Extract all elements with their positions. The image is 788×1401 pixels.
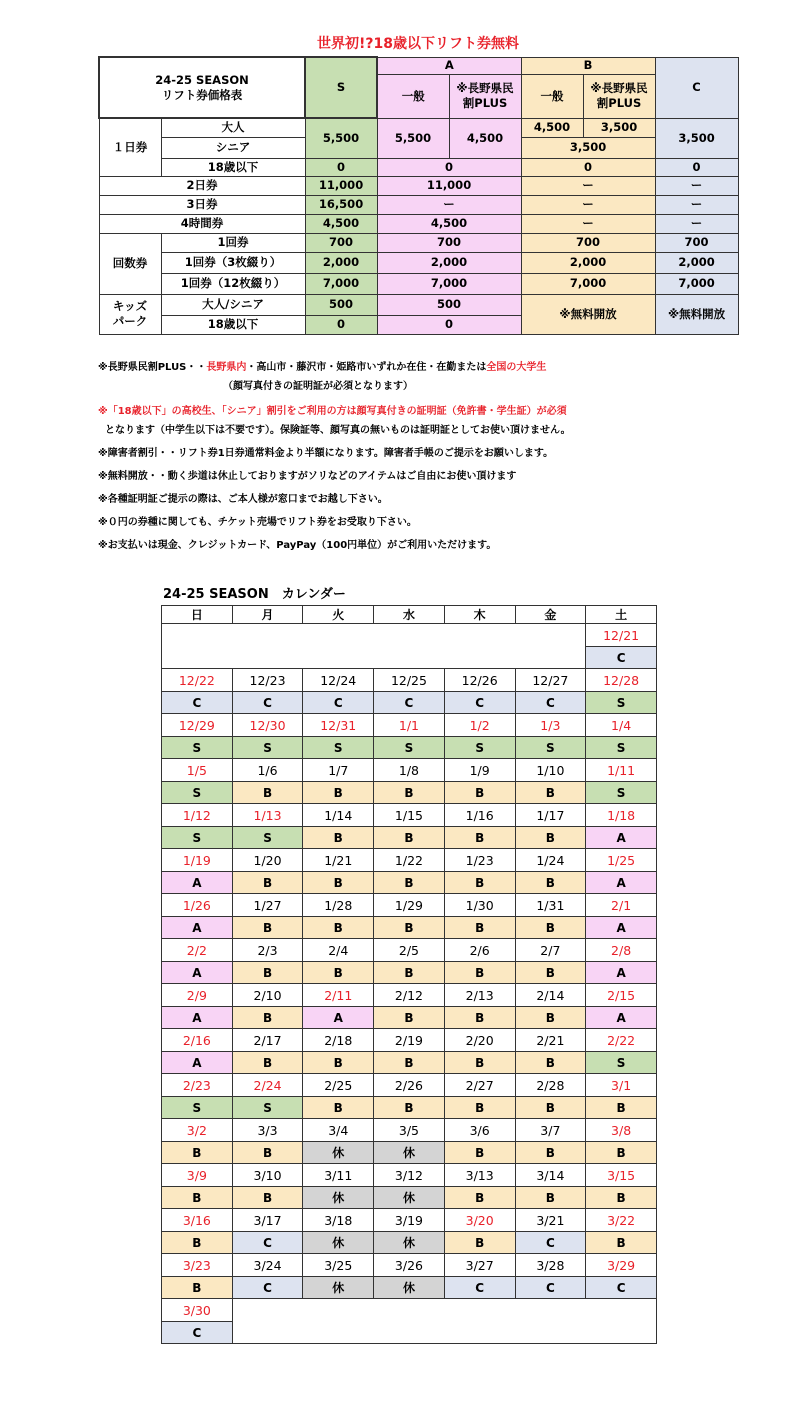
cell-kids-B: ※無料開放	[521, 294, 655, 334]
calendar-date: 2/9	[162, 984, 233, 1007]
calendar-price-zone: B	[232, 1142, 303, 1164]
calendar-price-zone: B	[374, 1052, 445, 1074]
calendar-price-zone: S	[586, 782, 657, 804]
calendar-date: 3/19	[374, 1209, 445, 1232]
calendar-date: 1/3	[515, 714, 586, 737]
note-id-required-cont: となります（中学生以下は不要です）。保険証等、顔写真の無いものは証明証としてお使い頂けません。	[105, 425, 571, 436]
col-header-B-general: 一般	[521, 74, 583, 118]
calendar-date: 1/12	[162, 804, 233, 827]
weekday-header: 日	[162, 606, 233, 624]
row-label-kids-park: キッズ パーク	[99, 294, 161, 334]
cell-kids-adult-A: 500	[377, 294, 521, 315]
calendar-date: 3/16	[162, 1209, 233, 1232]
calendar-price-zone: C	[232, 692, 303, 714]
calendar-price-zone: B	[444, 917, 515, 939]
calendar-price-zone: B	[444, 827, 515, 849]
calendar-price-zone: A	[162, 917, 233, 939]
note-zero-yen: ※０円の券種に関しても、チケット売場でリフト券をお受取り下さい。	[98, 517, 417, 528]
price-table-corner	[99, 57, 305, 118]
cell-hour4-A: 4,500	[377, 214, 521, 233]
calendar-price-zone: S	[374, 737, 445, 759]
calendar-price-zone: S	[162, 737, 233, 759]
calendar-date: 1/27	[232, 894, 303, 917]
calendar-price-zone: A	[586, 872, 657, 894]
note-id-window: ※各種証明証ご提示の際は、ご本人様が窓口までお越し下さい。	[98, 494, 388, 505]
cell-coupon12-C: 7,000	[655, 273, 738, 294]
cell-day2-B: ー	[521, 176, 655, 195]
calendar-price-zone: B	[374, 782, 445, 804]
calendar-date: 3/7	[515, 1119, 586, 1142]
row-label-coupon3: 1回券（3枚綴り）	[161, 252, 305, 273]
row-label-day3: 3日券	[99, 195, 305, 214]
calendar-price-zone: B	[515, 872, 586, 894]
row-label-senior: シニア	[161, 137, 305, 158]
calendar-date: 2/4	[303, 939, 374, 962]
calendar-price-zone: B	[515, 917, 586, 939]
col-header-C: C	[655, 57, 738, 118]
cell-kids-u18-S: 0	[305, 315, 377, 334]
calendar-date: 3/20	[444, 1209, 515, 1232]
calendar-date: 12/23	[232, 669, 303, 692]
col-header-A-nagano: ※長野県民 割PLUS	[449, 74, 521, 118]
calendar-date: 12/26	[444, 669, 515, 692]
calendar-date: 1/28	[303, 894, 374, 917]
calendar-price-zone: B	[444, 1052, 515, 1074]
calendar-date: 1/5	[162, 759, 233, 782]
cell-day3-C: ー	[655, 195, 738, 214]
calendar-price-zone: B	[303, 872, 374, 894]
calendar-price-zone: 休	[303, 1142, 374, 1164]
calendar-price-zone: S	[162, 1097, 233, 1119]
calendar-date: 2/8	[586, 939, 657, 962]
cell-coupon12-S: 7,000	[305, 273, 377, 294]
calendar-price-zone: C	[444, 1277, 515, 1299]
calendar-price-zone: B	[444, 1007, 515, 1029]
calendar-price-zone: S	[515, 737, 586, 759]
calendar-date: 2/6	[444, 939, 515, 962]
calendar-price-zone: A	[162, 1052, 233, 1074]
calendar-price-zone: B	[303, 827, 374, 849]
calendar-date: 3/30	[162, 1299, 233, 1322]
calendar-price-zone: C	[586, 647, 657, 669]
calendar-price-zone: B	[232, 962, 303, 984]
calendar-price-zone: B	[515, 1187, 586, 1209]
row-label-under18: 18歳以下	[161, 158, 305, 176]
calendar-date: 3/9	[162, 1164, 233, 1187]
calendar-price-zone: B	[232, 917, 303, 939]
calendar-price-zone: B	[515, 827, 586, 849]
cell-day3-A: ー	[377, 195, 521, 214]
price-table	[98, 56, 739, 335]
weekday-header: 月	[232, 606, 303, 624]
calendar-date: 2/17	[232, 1029, 303, 1052]
calendar-date: 2/7	[515, 939, 586, 962]
row-label-coupon12: 1回券（12枚綴り）	[161, 273, 305, 294]
calendar-date: 2/25	[303, 1074, 374, 1097]
calendar-date: 2/10	[232, 984, 303, 1007]
calendar-price-zone: B	[515, 782, 586, 804]
calendar-date: 1/9	[444, 759, 515, 782]
cell-coupon12-A: 7,000	[377, 273, 521, 294]
calendar-date: 3/17	[232, 1209, 303, 1232]
calendar-price-zone: 休	[374, 1142, 445, 1164]
calendar-date: 1/11	[586, 759, 657, 782]
col-header-A-general: 一般	[377, 74, 449, 118]
calendar-price-zone: B	[232, 1052, 303, 1074]
calendar-date: 12/24	[303, 669, 374, 692]
calendar-price-zone: C	[232, 1232, 303, 1254]
calendar-date: 12/29	[162, 714, 233, 737]
calendar-date: 1/24	[515, 849, 586, 872]
calendar-price-zone: B	[444, 1142, 515, 1164]
calendar-date: 3/2	[162, 1119, 233, 1142]
calendar-date: 2/28	[515, 1074, 586, 1097]
calendar-date: 3/10	[232, 1164, 303, 1187]
calendar-date: 1/10	[515, 759, 586, 782]
weekday-header: 木	[444, 606, 515, 624]
calendar-date: 3/28	[515, 1254, 586, 1277]
calendar-date: 1/25	[586, 849, 657, 872]
cell-day2-A: 11,000	[377, 176, 521, 195]
col-header-A: A	[377, 57, 521, 74]
col-header-B: B	[521, 57, 655, 74]
weekday-header: 水	[374, 606, 445, 624]
cell-day1-A-nagano: 4,500	[449, 118, 521, 158]
cell-day3-S: 16,500	[305, 195, 377, 214]
cell-day3-B: ー	[521, 195, 655, 214]
calendar-date: 2/15	[586, 984, 657, 1007]
calendar-price-zone: 休	[374, 1187, 445, 1209]
calendar-date: 3/18	[303, 1209, 374, 1232]
calendar-price-zone: C	[515, 1232, 586, 1254]
cell-hour4-S: 4,500	[305, 214, 377, 233]
calendar-date: 2/24	[232, 1074, 303, 1097]
calendar-price-zone: C	[162, 1322, 233, 1344]
calendar-date: 2/12	[374, 984, 445, 1007]
calendar-date: 1/7	[303, 759, 374, 782]
calendar-date: 1/20	[232, 849, 303, 872]
weekday-header: 火	[303, 606, 374, 624]
calendar-date: 3/4	[303, 1119, 374, 1142]
calendar-price-zone: B	[303, 1097, 374, 1119]
weekday-header: 金	[515, 606, 586, 624]
calendar-price-zone: C	[232, 1277, 303, 1299]
calendar-date: 12/30	[232, 714, 303, 737]
calendar-date: 1/21	[303, 849, 374, 872]
cell-kids-adult-S: 500	[305, 294, 377, 315]
calendar-date: 2/21	[515, 1029, 586, 1052]
calendar-price-zone: B	[444, 1097, 515, 1119]
cell-day1-B-adult-nagano: 3,500	[583, 118, 655, 137]
calendar-price-zone: A	[303, 1007, 374, 1029]
calendar-date: 2/27	[444, 1074, 515, 1097]
calendar-price-zone: C	[586, 1277, 657, 1299]
calendar-price-zone: B	[444, 782, 515, 804]
calendar-price-zone: 休	[374, 1232, 445, 1254]
row-label-coupon: 回数券	[99, 233, 161, 294]
calendar-date: 1/23	[444, 849, 515, 872]
calendar-date: 1/8	[374, 759, 445, 782]
calendar-date: 3/5	[374, 1119, 445, 1142]
calendar-price-zone: S	[162, 782, 233, 804]
calendar-date: 2/22	[586, 1029, 657, 1052]
calendar-price-zone: B	[162, 1277, 233, 1299]
calendar-price-zone: B	[586, 1187, 657, 1209]
calendar-date: 2/14	[515, 984, 586, 1007]
weekday-header: 土	[586, 606, 657, 624]
calendar-date: 1/2	[444, 714, 515, 737]
calendar-date: 2/5	[374, 939, 445, 962]
calendar-price-zone: C	[444, 692, 515, 714]
calendar-date: 2/18	[303, 1029, 374, 1052]
calendar-price-zone: C	[515, 1277, 586, 1299]
calendar-price-zone: A	[586, 827, 657, 849]
calendar-date: 3/15	[586, 1164, 657, 1187]
calendar-date: 1/14	[303, 804, 374, 827]
cell-day1-S: 5,500	[305, 118, 377, 158]
calendar-price-zone: S	[162, 827, 233, 849]
calendar-price-zone: B	[303, 962, 374, 984]
calendar-date: 12/21	[586, 624, 657, 647]
calendar-price-zone: B	[444, 1187, 515, 1209]
calendar-price-zone: B	[374, 1097, 445, 1119]
note-free-open: ※無料開放・・動く歩道は休止しておりますがソリなどのアイテムはご自由にお使い頂けます	[98, 471, 517, 482]
calendar-price-zone: B	[374, 827, 445, 849]
calendar-price-zone: B	[162, 1142, 233, 1164]
calendar-price-zone: 休	[374, 1277, 445, 1299]
note-id-required: ※「18歳以下」の高校生、「シニア」割引をご利用の方は顔写真付きの証明証（免許書・学生証）が必須	[98, 406, 567, 417]
calendar-date: 3/8	[586, 1119, 657, 1142]
cell-hour4-C: ー	[655, 214, 738, 233]
cell-coupon3-C: 2,000	[655, 252, 738, 273]
calendar-price-zone: A	[586, 917, 657, 939]
calendar-price-zone: 休	[303, 1232, 374, 1254]
calendar-price-zone: B	[162, 1232, 233, 1254]
calendar-price-zone: B	[374, 872, 445, 894]
calendar-price-zone: A	[162, 872, 233, 894]
cell-u18-B: 0	[521, 158, 655, 176]
cell-day1-B-senior: 3,500	[521, 137, 655, 158]
row-label-day1: １日券	[99, 118, 161, 176]
calendar-price-zone: A	[162, 962, 233, 984]
calendar-date: 1/17	[515, 804, 586, 827]
calendar-price-zone: B	[303, 917, 374, 939]
calendar-price-zone: B	[232, 782, 303, 804]
cell-kids-u18-A: 0	[377, 315, 521, 334]
cell-day1-B-adult-general: 4,500	[521, 118, 583, 137]
calendar-date: 1/19	[162, 849, 233, 872]
calendar-empty-block	[232, 1299, 656, 1344]
calendar-price-zone: 休	[303, 1187, 374, 1209]
calendar-price-zone: C	[515, 692, 586, 714]
calendar-date: 12/25	[374, 669, 445, 692]
calendar-price-zone: B	[444, 872, 515, 894]
calendar-date: 2/11	[303, 984, 374, 1007]
calendar-price-zone: A	[586, 962, 657, 984]
calendar-date: 3/23	[162, 1254, 233, 1277]
calendar-date: 3/12	[374, 1164, 445, 1187]
calendar-date: 1/29	[374, 894, 445, 917]
calendar-date: 2/26	[374, 1074, 445, 1097]
calendar-date: 3/11	[303, 1164, 374, 1187]
calendar-date: 1/16	[444, 804, 515, 827]
row-label-hour4: 4時間券	[99, 214, 305, 233]
calendar-price-zone: B	[515, 1052, 586, 1074]
calendar-date: 3/14	[515, 1164, 586, 1187]
calendar-date: 3/13	[444, 1164, 515, 1187]
calendar-price-zone: A	[162, 1007, 233, 1029]
cell-day2-C: ー	[655, 176, 738, 195]
calendar-price-zone: C	[303, 692, 374, 714]
cell-coupon1-A: 700	[377, 233, 521, 252]
calendar-date: 2/2	[162, 939, 233, 962]
calendar-date: 3/6	[444, 1119, 515, 1142]
calendar-price-zone: B	[515, 1142, 586, 1164]
calendar-price-zone: B	[232, 1187, 303, 1209]
calendar-date: 12/31	[303, 714, 374, 737]
calendar-price-zone: B	[232, 872, 303, 894]
cell-coupon1-B: 700	[521, 233, 655, 252]
calendar-date: 12/22	[162, 669, 233, 692]
season-label: 24-25 SEASON	[155, 72, 249, 87]
calendar-price-zone: B	[515, 1007, 586, 1029]
calendar-date: 1/1	[374, 714, 445, 737]
calendar-price-zone: B	[444, 962, 515, 984]
calendar-price-zone: B	[374, 1007, 445, 1029]
calendar-date: 3/24	[232, 1254, 303, 1277]
calendar-price-zone: B	[515, 962, 586, 984]
cell-day2-S: 11,000	[305, 176, 377, 195]
cell-hour4-B: ー	[521, 214, 655, 233]
calendar-date: 12/28	[586, 669, 657, 692]
cell-u18-C: 0	[655, 158, 738, 176]
row-label-kids-adult: 大人/シニア	[161, 294, 305, 315]
calendar-price-zone: B	[444, 1232, 515, 1254]
price-table-label: リフト券価格表	[161, 87, 243, 102]
cell-day1-A-general: 5,500	[377, 118, 449, 158]
page-title: 世界初!?18歳以下リフト券無料	[317, 36, 519, 52]
note-nagano-plus-id: （顔写真付きの証明証が必須となります）	[223, 381, 413, 392]
calendar-date: 1/18	[586, 804, 657, 827]
cell-coupon1-C: 700	[655, 233, 738, 252]
row-label-kids-u18: 18歳以下	[161, 315, 305, 334]
calendar-date: 1/6	[232, 759, 303, 782]
calendar-price-zone: A	[586, 1007, 657, 1029]
calendar-price-zone: B	[586, 1142, 657, 1164]
col-header-B-nagano: ※長野県民 割PLUS	[583, 74, 655, 118]
calendar-date: 3/26	[374, 1254, 445, 1277]
cell-day1-C: 3,500	[655, 118, 738, 158]
row-label-adult: 大人	[161, 118, 305, 137]
calendar-price-zone: S	[444, 737, 515, 759]
row-label-coupon1: 1回券	[161, 233, 305, 252]
calendar-price-zone: B	[303, 1052, 374, 1074]
calendar-date: 1/30	[444, 894, 515, 917]
calendar-price-zone: B	[374, 917, 445, 939]
calendar-price-zone: S	[232, 827, 303, 849]
note-payment: ※お支払いは現金、クレジットカード、PayPay（100円単位）がご利用いただけます。	[98, 540, 497, 551]
calendar-date: 1/31	[515, 894, 586, 917]
cell-u18-S: 0	[305, 158, 377, 176]
calendar-date: 2/1	[586, 894, 657, 917]
cell-coupon3-B: 2,000	[521, 252, 655, 273]
calendar-price-zone: S	[232, 737, 303, 759]
calendar-price-zone: B	[515, 1097, 586, 1119]
calendar-date: 1/22	[374, 849, 445, 872]
col-header-S: S	[305, 57, 377, 118]
calendar-date: 1/4	[586, 714, 657, 737]
calendar-date: 2/23	[162, 1074, 233, 1097]
calendar-date: 3/21	[515, 1209, 586, 1232]
calendar-date: 1/26	[162, 894, 233, 917]
cell-kids-C: ※無料開放	[655, 294, 738, 334]
calendar-price-zone: B	[303, 782, 374, 804]
calendar-date: 2/3	[232, 939, 303, 962]
calendar-empty-block	[162, 624, 586, 669]
note-disability: ※障害者割引・・リフト券1日券通常料金より半額になります。障害者手帳のご提示をお願いします。	[98, 448, 554, 459]
calendar-price-zone: B	[232, 1007, 303, 1029]
cell-coupon1-S: 700	[305, 233, 377, 252]
cell-u18-A: 0	[377, 158, 521, 176]
calendar-date: 1/13	[232, 804, 303, 827]
calendar-date: 3/1	[586, 1074, 657, 1097]
calendar-date: 3/22	[586, 1209, 657, 1232]
calendar-date: 3/3	[232, 1119, 303, 1142]
calendar-price-zone: S	[232, 1097, 303, 1119]
calendar-title: 24-25 SEASON カレンダー	[163, 587, 346, 602]
calendar-price-zone: S	[303, 737, 374, 759]
calendar-date: 3/29	[586, 1254, 657, 1277]
note-nagano-plus: ※長野県民割PLUS・・長野県内・高山市・藤沢市・姫路市いずれか在住・在勤または全国の大学生	[98, 362, 547, 373]
calendar-date: 3/25	[303, 1254, 374, 1277]
calendar-price-zone: B	[374, 962, 445, 984]
cell-coupon3-S: 2,000	[305, 252, 377, 273]
calendar-date: 2/20	[444, 1029, 515, 1052]
row-label-day2: 2日券	[99, 176, 305, 195]
calendar-date: 2/19	[374, 1029, 445, 1052]
calendar-price-zone: B	[586, 1097, 657, 1119]
calendar-date: 1/15	[374, 804, 445, 827]
cell-coupon12-B: 7,000	[521, 273, 655, 294]
calendar-date: 2/16	[162, 1029, 233, 1052]
calendar-price-zone: C	[374, 692, 445, 714]
calendar-price-zone: S	[586, 692, 657, 714]
calendar-price-zone: S	[586, 1052, 657, 1074]
cell-coupon3-A: 2,000	[377, 252, 521, 273]
calendar-date: 12/27	[515, 669, 586, 692]
calendar-price-zone: S	[586, 737, 657, 759]
calendar-price-zone: B	[586, 1232, 657, 1254]
calendar-date: 2/13	[444, 984, 515, 1007]
calendar-table	[161, 605, 657, 1344]
calendar-price-zone: C	[162, 692, 233, 714]
calendar-date: 3/27	[444, 1254, 515, 1277]
calendar-price-zone: B	[162, 1187, 233, 1209]
calendar-price-zone: 休	[303, 1277, 374, 1299]
